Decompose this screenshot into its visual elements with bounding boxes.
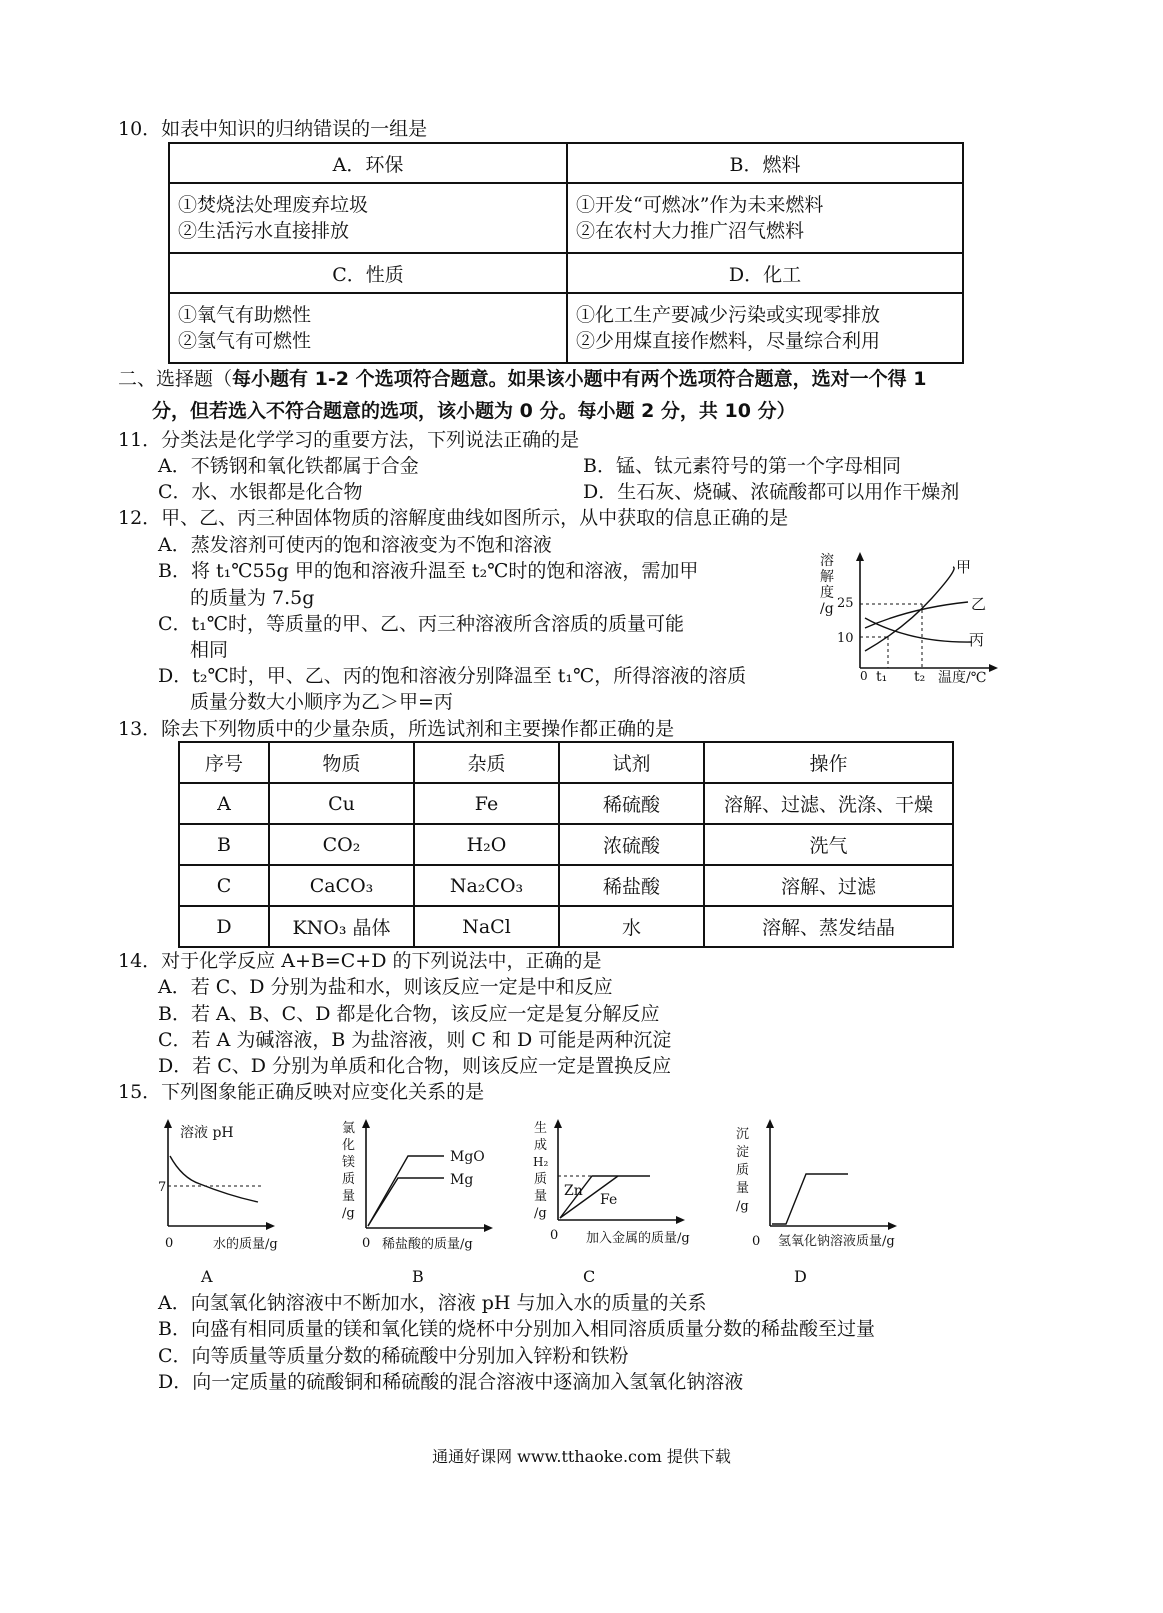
graph-b <box>338 1116 508 1286</box>
q10-d-line1: ①化工生产要减少污染或实现零排放 <box>576 304 881 326</box>
solubility-ylabel-3: 度 <box>820 585 834 601</box>
graph-b-ylabel-2: 化 <box>342 1138 356 1153</box>
q10-a-line1: ①焚烧法处理废弃垃圾 <box>178 194 369 216</box>
q10-b-line1: ①开发“可燃冰”作为未来燃料 <box>576 194 824 216</box>
page-footer: 通通好课网 www.tthaoke.com 提供下载 <box>432 1447 731 1466</box>
graph-c-ylabel-5: 量 <box>534 1189 548 1204</box>
graph-a <box>158 1116 308 1286</box>
table-row <box>179 783 953 824</box>
q12-option-b-line2: 的质量为 7.5g <box>190 587 315 609</box>
q13-header-index: 序号 <box>179 742 269 783</box>
q14-stem: 14．对于化学反应 A+B=C+D 的下列说法中，正确的是 <box>118 950 602 972</box>
q13-header-substance: 物质 <box>269 742 414 783</box>
section2-prefix: 二、选择题（ <box>118 368 233 390</box>
graph-c-origin: 0 <box>550 1228 559 1243</box>
graph-d-ylabel-5: /g <box>736 1199 749 1214</box>
q10-cell-c <box>169 293 567 363</box>
q10-d-line2: ②少用煤直接作燃料，尽量综合利用 <box>576 330 881 352</box>
graph-d-xlabel: 氢氧化钠溶液质量/g <box>778 1234 895 1249</box>
q13-cell: 溶解、过滤 <box>704 865 953 906</box>
graph-a-curve <box>170 1156 258 1202</box>
graph-c-label-fe: Fe <box>600 1192 618 1208</box>
q13-table <box>178 741 954 948</box>
graph-b-x-arrow <box>484 1224 493 1232</box>
q12-option-c-line2: 相同 <box>190 639 229 661</box>
q11-option-a: A．不锈钢和氧化铁都属于合金 <box>158 455 419 477</box>
q10-a-line2: ②生活污水直接排放 <box>178 220 350 242</box>
solubility-tick-25: 25 <box>837 596 854 611</box>
q15-option-a: A．向氢氧化钠溶液中不断加水，溶液 pH 与加入水的质量的关系 <box>158 1292 707 1314</box>
graph-c-x-arrow <box>676 1216 685 1224</box>
graph-d-origin: 0 <box>752 1234 761 1249</box>
graph-a-caption: A <box>201 1267 213 1286</box>
solubility-xlabel: 温度/℃ <box>938 670 987 686</box>
q13-header-operation: 操作 <box>704 742 953 783</box>
solubility-y-arrow <box>856 552 864 561</box>
graph-a-origin: 0 <box>165 1236 174 1251</box>
q10-header-d: D．化工 <box>567 253 963 293</box>
q13-cell: 稀硫酸 <box>559 783 704 824</box>
graph-b-ylabel-3: 镁 <box>342 1155 356 1170</box>
q14-option-d: D．若 C、D 分别为单质和化合物，则该反应一定是置换反应 <box>158 1055 672 1077</box>
q15-stem: 15．下列图象能正确反映对应变化关系的是 <box>118 1081 485 1103</box>
q13-cell: D <box>179 906 269 947</box>
graph-b-ylabel-1: 氯 <box>342 1121 356 1136</box>
graph-b-line-mgo <box>368 1156 444 1226</box>
section2-heading <box>118 366 926 392</box>
graph-d-ylabel-2: 淀 <box>736 1145 750 1160</box>
table-row <box>179 865 953 906</box>
q13-cell: 溶解、蒸发结晶 <box>704 906 953 947</box>
q15-option-d: D．向一定质量的硫酸铜和稀硫酸的混合溶液中逐滴加入氢氧化钠溶液 <box>158 1371 744 1393</box>
graph-b-caption: B <box>412 1267 424 1286</box>
solubility-curve-yi <box>865 602 968 628</box>
q13-cell: C <box>179 865 269 906</box>
q10-c-line1: ①氧气有助燃性 <box>178 304 312 326</box>
graph-a-tick-7: 7 <box>158 1180 167 1195</box>
q10-c-line2: ②氢气有可燃性 <box>178 330 312 352</box>
graph-c-y-arrow <box>554 1119 562 1128</box>
q13-cell: 浓硫酸 <box>559 824 704 865</box>
graph-b-origin: 0 <box>362 1236 371 1251</box>
solubility-curve-jia <box>865 567 954 651</box>
q10-table <box>168 142 964 364</box>
q13-cell: KNO₃ 晶体 <box>269 906 414 947</box>
solubility-origin: 0 <box>860 669 868 683</box>
q13-cell: Fe <box>414 783 559 824</box>
solubility-label-bing: 丙 <box>969 631 985 649</box>
q13-cell: Cu <box>269 783 414 824</box>
graph-d-caption: D <box>794 1267 807 1286</box>
section2-rule-line1: 每小题有 1-2 个选项符合题意。如果该小题中有两个选项符合题意，选对一个得 1 <box>232 368 927 390</box>
graph-b-label-mg: Mg <box>450 1172 474 1188</box>
solubility-tick-10: 10 <box>837 631 854 646</box>
q12-option-c-line1: C．t₁℃时，等质量的甲、乙、丙三种溶液所含溶质的质量可能 <box>158 613 685 635</box>
solubility-label-yi: 乙 <box>971 595 987 613</box>
graph-c-label-zn: Zn <box>564 1183 583 1199</box>
q10-cell-a <box>169 183 567 253</box>
q13-cell: A <box>179 783 269 824</box>
q13-cell: 溶解、过滤、洗涤、干燥 <box>704 783 953 824</box>
graph-b-label-mgo: MgO <box>450 1149 485 1165</box>
graph-b-line-mg <box>368 1178 444 1226</box>
solubility-ylabel-4: /g <box>820 601 834 617</box>
solubility-graph <box>810 548 1005 690</box>
q13-cell: 稀盐酸 <box>559 865 704 906</box>
q13-cell: H₂O <box>414 824 559 865</box>
graph-d-line <box>772 1174 848 1224</box>
q10-header-a: A．环保 <box>169 143 567 183</box>
graph-b-xlabel: 稀盐酸的质量/g <box>382 1237 473 1252</box>
solubility-ylabel-2: 解 <box>820 569 834 585</box>
table-row <box>179 824 953 865</box>
q10-stem: 10．如表中知识的归纳错误的一组是 <box>118 118 428 140</box>
solubility-x-arrow <box>989 664 998 672</box>
q15-option-b: B．向盛有相同质量的镁和氧化镁的烧杯中分别加入相同溶质质量分数的稀盐酸至过量 <box>158 1318 875 1340</box>
graph-c-ylabel-3: H₂ <box>533 1155 549 1169</box>
solubility-label-jia: 甲 <box>956 558 972 576</box>
q13-header-reagent: 试剂 <box>559 742 704 783</box>
q11-option-c: C．水、水银都是化合物 <box>158 481 363 503</box>
solubility-ylabel-1: 溶 <box>820 553 834 569</box>
q12-option-a: A．蒸发溶剂可使丙的饱和溶液变为不饱和溶液 <box>158 534 552 556</box>
graph-c-ylabel-2: 成 <box>534 1138 548 1153</box>
table-row <box>179 906 953 947</box>
q13-cell: NaCl <box>414 906 559 947</box>
section2-rule-line2: 分，但若选入不符合题意的选项，该小题为 0 分。每小题 2 分，共 10 分） <box>152 400 796 422</box>
q13-cell: CaCO₃ <box>269 865 414 906</box>
solubility-tick-t1: t₁ <box>876 669 888 685</box>
q10-cell-b <box>567 183 963 253</box>
graph-a-x-arrow <box>266 1222 275 1230</box>
q14-option-b: B．若 A、B、C、D 都是化合物，该反应一定是复分解反应 <box>158 1003 660 1025</box>
graph-c-ylabel-6: /g <box>534 1206 547 1221</box>
graph-b-ylabel-4: 质 <box>342 1172 356 1187</box>
q10-b-line2: ②在农村大力推广沼气燃料 <box>576 220 805 242</box>
q13-cell: 水 <box>559 906 704 947</box>
graph-b-ylabel-6: /g <box>342 1206 355 1221</box>
q13-cell: 洗气 <box>704 824 953 865</box>
graph-c <box>530 1116 710 1286</box>
graph-b-y-arrow <box>362 1119 370 1128</box>
graph-d-ylabel-3: 质 <box>736 1163 750 1178</box>
q12-option-d-line2: 质量分数大小顺序为乙＞甲=丙 <box>190 691 453 713</box>
graph-a-ylabel: 溶液 pH <box>180 1125 234 1141</box>
q11-option-d: D．生石灰、烧碱、浓硫酸都可以用作干燥剂 <box>583 481 960 503</box>
q13-header-row <box>179 742 953 783</box>
graph-c-xlabel: 加入金属的质量/g <box>586 1231 690 1246</box>
q10-cell-d <box>567 293 963 363</box>
q14-option-c: C．若 A 为碱溶液，B 为盐溶液，则 C 和 D 可能是两种沉淀 <box>158 1029 672 1051</box>
graph-d-y-arrow <box>766 1119 774 1128</box>
q15-option-c: C．向等质量等质量分数的稀硫酸中分别加入锌粉和铁粉 <box>158 1345 629 1367</box>
q14-option-a: A．若 C、D 分别为盐和水，则该反应一定是中和反应 <box>158 976 613 998</box>
graph-c-caption: C <box>583 1267 596 1286</box>
graph-d <box>730 1116 930 1286</box>
q12-option-d-line1: D．t₂℃时，甲、乙、丙的饱和溶液分别降温至 t₁℃，所得溶液的溶质 <box>158 665 747 687</box>
q11-option-b: B．锰、钛元素符号的第一个字母相同 <box>583 455 901 477</box>
q12-option-b-line1: B．将 t₁℃55g 甲的饱和溶液升温至 t₂℃时的饱和溶液，需加甲 <box>158 560 699 582</box>
graph-d-ylabel-1: 沉 <box>736 1127 750 1142</box>
q10-header-c: C．性质 <box>169 253 567 293</box>
graph-a-xlabel: 水的质量/g <box>213 1237 278 1252</box>
graph-d-x-arrow <box>888 1222 897 1230</box>
graph-b-ylabel-5: 量 <box>342 1189 356 1204</box>
graph-a-y-arrow <box>164 1119 172 1128</box>
q10-header-b: B．燃料 <box>567 143 963 183</box>
q13-cell: Na₂CO₃ <box>414 865 559 906</box>
q13-stem: 13．除去下列物质中的少量杂质，所选试剂和主要操作都正确的是 <box>118 718 675 740</box>
graph-c-ylabel-1: 生 <box>534 1121 548 1136</box>
q13-header-impurity: 杂质 <box>414 742 559 783</box>
q13-cell: CO₂ <box>269 824 414 865</box>
q13-cell: B <box>179 824 269 865</box>
graph-c-ylabel-4: 质 <box>534 1172 548 1187</box>
solubility-tick-t2: t₂ <box>914 669 926 685</box>
q11-stem: 11．分类法是化学学习的重要方法，下列说法正确的是 <box>118 429 580 451</box>
graph-d-ylabel-4: 量 <box>736 1181 750 1196</box>
q12-stem: 12．甲、乙、丙三种固体物质的溶解度曲线如图所示，从中获取的信息正确的是 <box>118 507 789 529</box>
